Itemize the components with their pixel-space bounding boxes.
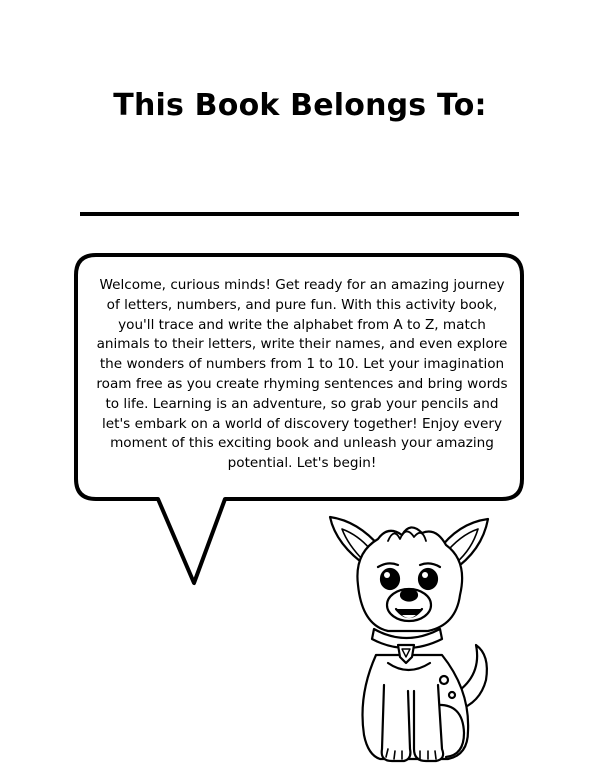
puppy-icon [318,505,498,775]
page-title: This Book Belongs To: [113,88,487,123]
welcome-message: Welcome, curious minds! Get ready for an amazing journey of letters, numbers, and pure fun. With this activity book, you'll trace and write the alphabet from A to Z, match animals to their letters, write their names, and even explore the wonders of numbers from 1 to 10. Let your imagination roam free as you create rhyming sentences and bring words to life. Learning is an adventure, so grab your pencils and let's embark on a world of discovery together! Enjoy every moment of this exciting book and unleash your amazing potential. Let's begin! [96,277,508,472]
